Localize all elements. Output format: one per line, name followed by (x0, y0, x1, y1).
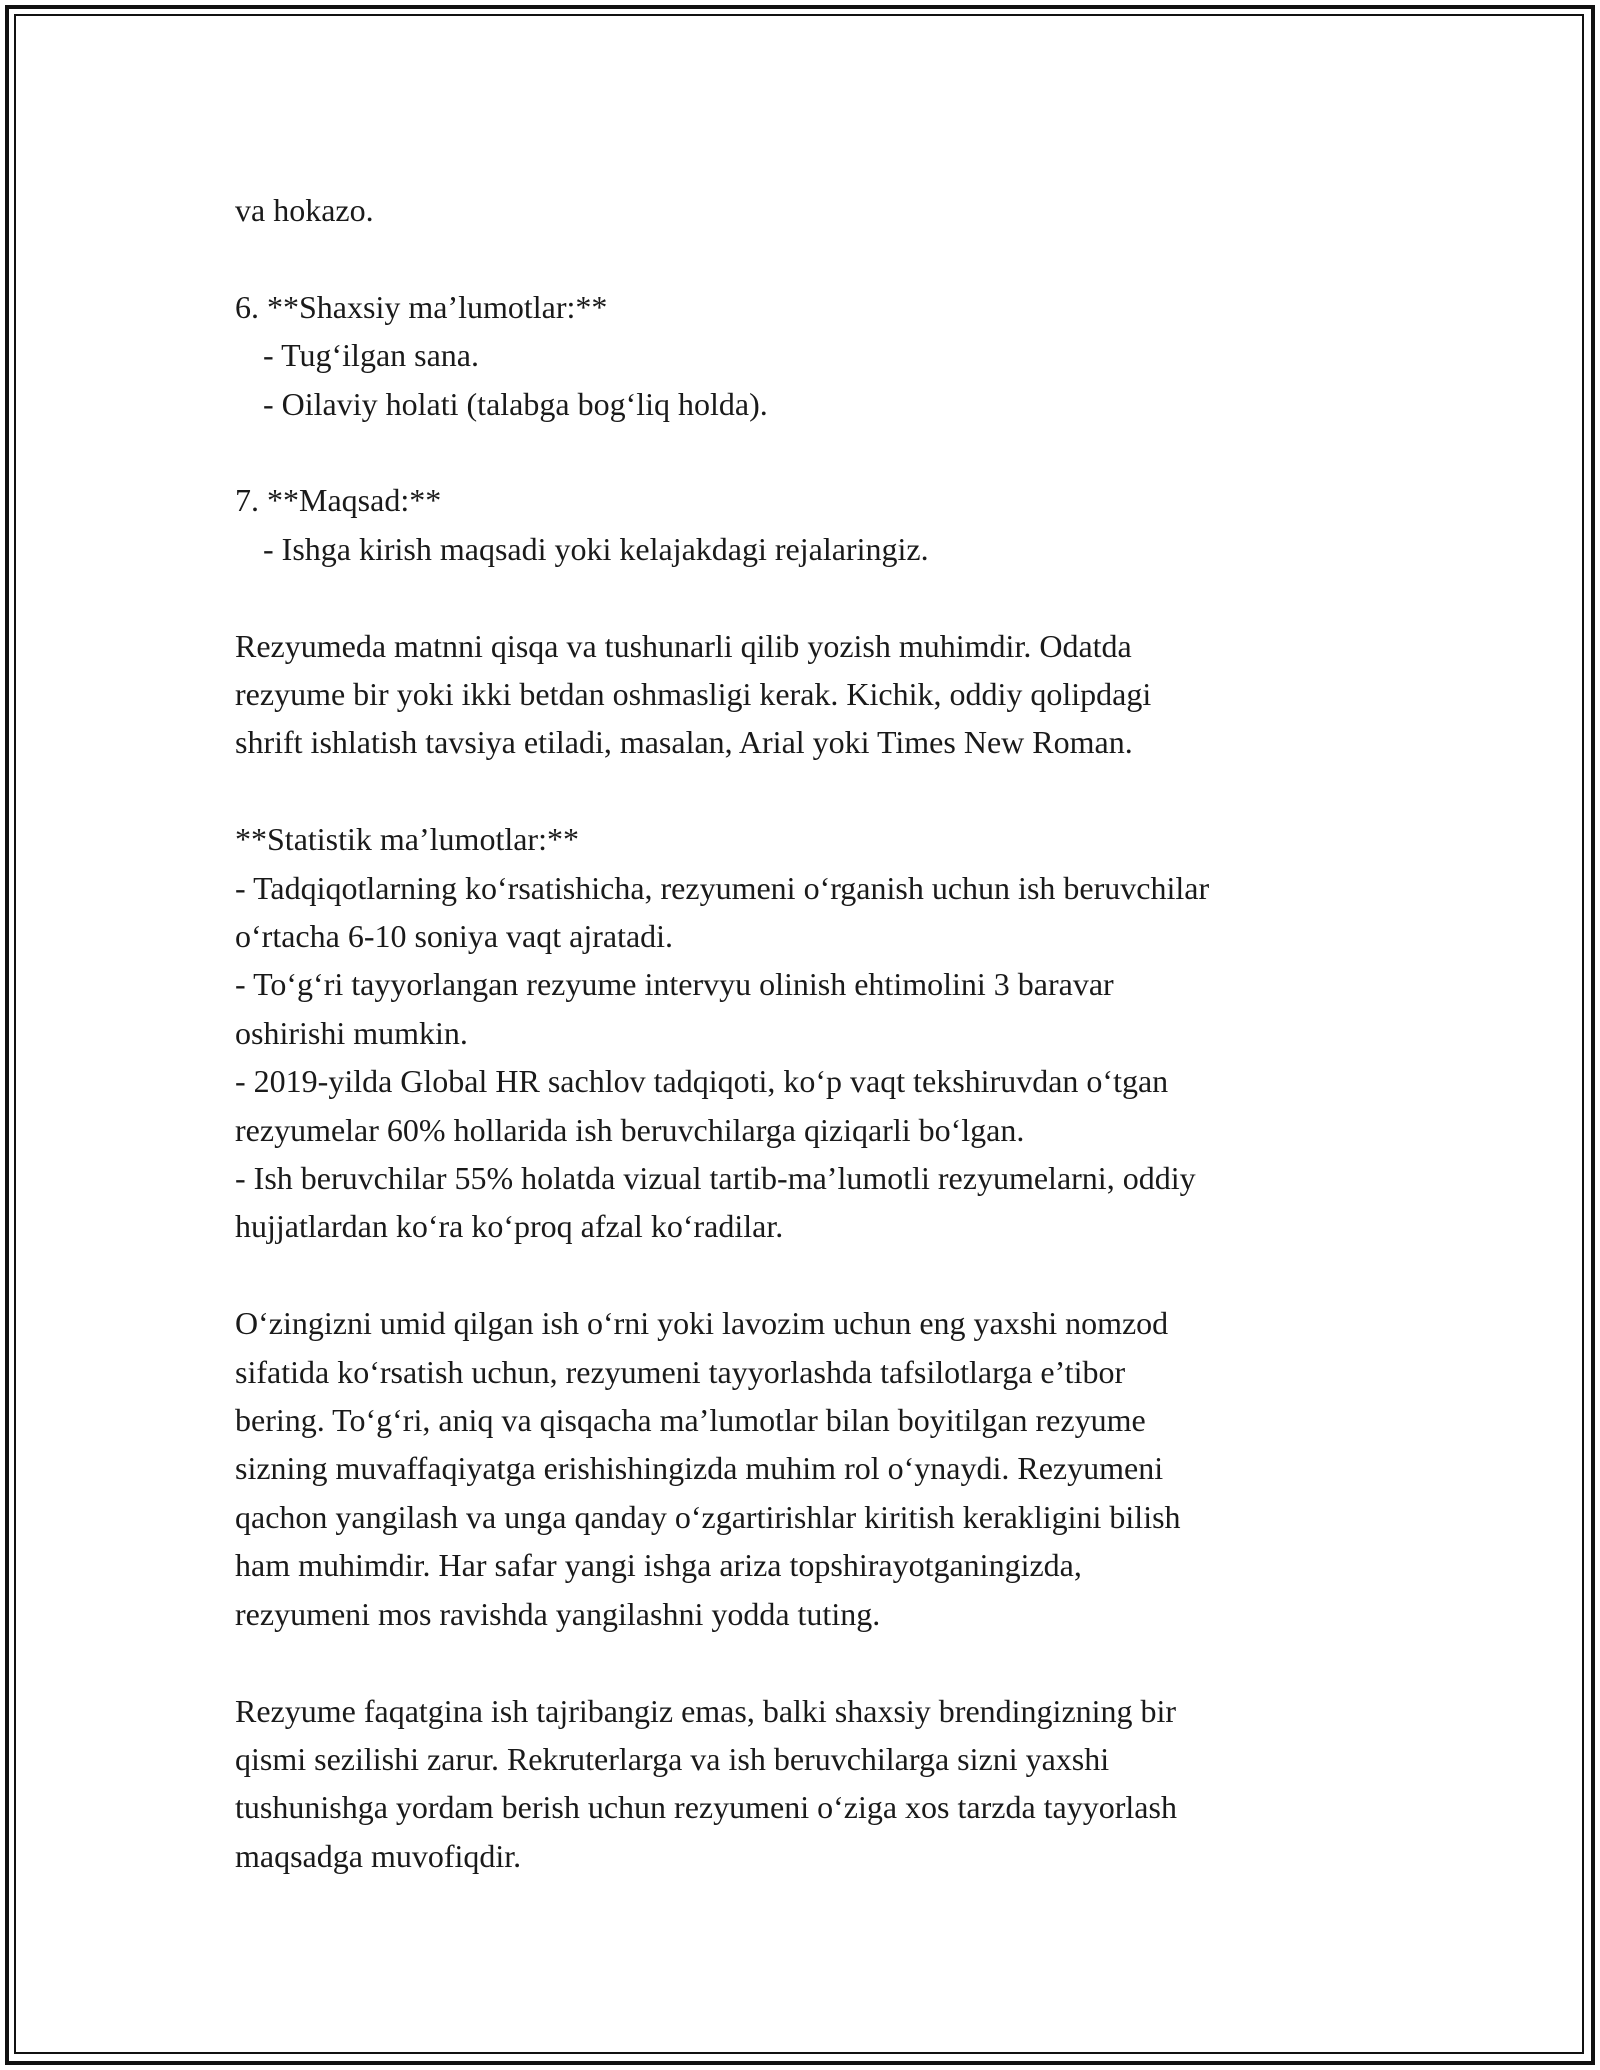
blank-line (235, 1251, 1365, 1299)
list-item-continuation: oshirishi mumkin. (235, 1014, 468, 1051)
paragraph-line: Rezyumeda matnni qisqa va tushunarli qilib yozish muhimdir. Odatda (235, 627, 1132, 664)
paragraph-line: shrift ishlatish tavsiya etiladi, masalan, Arial yoki Times New Roman. (235, 724, 1133, 761)
section-heading-statistik: **Statistik ma’lumotlar:** (235, 821, 579, 858)
paragraph-line: O‘zingizni umid qilgan ish o‘rni yoki lavozim uchun eng yaxshi nomzod (235, 1305, 1169, 1342)
paragraph-line: rezyumeni mos ravishda yangilashni yodda tuting. (235, 1595, 881, 1632)
paragraph-line: ham muhimdir. Har safar yangi ishga ariza topshirayotganingizda, (235, 1547, 1082, 1584)
list-item: - To‘g‘ri tayyorlangan rezyume intervyu olinish ehtimolini 3 baravar (235, 966, 1114, 1003)
list-item-continuation: hujjatlardan ko‘ra ko‘proq afzal ko‘radilar. (235, 1208, 784, 1245)
paragraph-line: sifatida ko‘rsatish uchun, rezyumeni tayyorlashda tafsilotlarga e’tibor (235, 1353, 1126, 1390)
list-item: - Oilaviy holati (talabga bog‘liq holda). (263, 385, 768, 422)
section-heading-maqsad: 7. **Maqsad:** (235, 482, 442, 519)
section-heading-shaxsiy: 6. **Shaxsiy ma’lumotlar:** (235, 288, 608, 325)
blank-line (235, 767, 1365, 815)
list-item: - Tug‘ilgan sana. (263, 337, 479, 374)
list-item-continuation: rezyumelar 60% hollarida ish beruvchilarga qiziqarli bo‘lgan. (235, 1111, 1025, 1148)
paragraph-line: qismi sezilishi zarur. Rekruterlarga va ish beruvchilarga sizni yaxshi (235, 1740, 1110, 1777)
list-item-continuation: o‘rtacha 6-10 soniya vaqt ajratadi. (235, 918, 674, 955)
blank-line (235, 1638, 1365, 1686)
paragraph-line: rezyume bir yoki ikki betdan oshmasligi kerak. Kichik, oddiy qolipdagi (235, 676, 1152, 713)
paragraph-line: sizning muvaffaqiyatga erishishingizda muhim rol o‘ynaydi. Rezyumeni (235, 1450, 1164, 1487)
list-item: - Ishga kirish maqsadi yoki kelajakdagi rejalaringiz. (263, 530, 929, 567)
paragraph-line: maqsadga muvofiqdir. (235, 1837, 522, 1874)
blank-line (235, 234, 1365, 282)
paragraph-line: tushunishga yordam berish uchun rezyumeni o‘ziga xos tarzda tayyorlash (235, 1789, 1177, 1826)
list-item: - Tadqiqotlarning ko‘rsatishicha, rezyumeni o‘rganish uchun ish beruvchilar (235, 869, 1210, 906)
document-body (235, 186, 1365, 1880)
paragraph-line: Rezyume faqatgina ish tajribangiz emas, balki shaxsiy brendingizning bir (235, 1692, 1177, 1729)
paragraph-line: bering. To‘g‘ri, aniq va qisqacha ma’lumotlar bilan boyitilgan rezyume (235, 1402, 1146, 1439)
blank-line (235, 573, 1365, 621)
list-item: - 2019-yilda Global HR sachlov tadqiqoti, ko‘p vaqt tekshiruvdan o‘tgan (235, 1063, 1169, 1100)
paragraph-line: qachon yangilash va unga qanday o‘zgartirishlar kiritish kerakligini bilish (235, 1498, 1181, 1535)
blank-line (235, 428, 1365, 476)
list-item: - Ish beruvchilar 55% holatda vizual tartib-ma’lumotli rezyumelarni, oddiy (235, 1160, 1196, 1197)
text-line: va hokazo. (235, 192, 374, 228)
